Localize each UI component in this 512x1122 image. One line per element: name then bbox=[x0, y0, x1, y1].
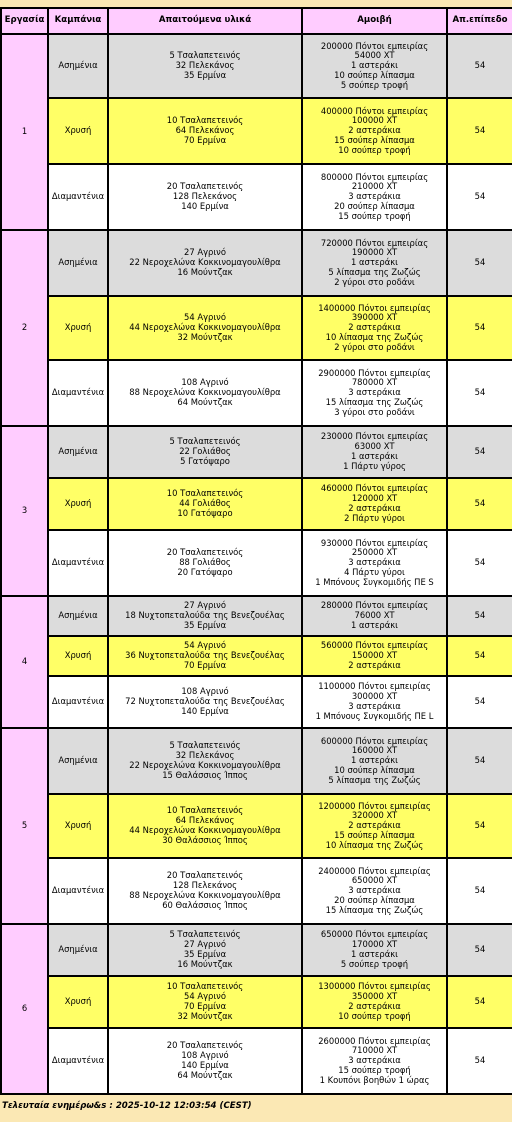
level-cell: 54 bbox=[447, 636, 512, 676]
reward-line: 2900000 Πόντοι εμπειρίας bbox=[318, 367, 431, 378]
material-line: 88 Νεροχελώνα Κοκκινομαγουλίθρα bbox=[129, 387, 281, 398]
material-line: 140 Ερμίνα bbox=[181, 1060, 229, 1070]
reward-line: 2 αστεράκια bbox=[348, 820, 401, 831]
materials-cell bbox=[108, 1028, 302, 1094]
reward-cell bbox=[302, 530, 447, 596]
campaign-cell: Διαμαντένια bbox=[48, 360, 108, 426]
reward-line: 210000 XT bbox=[351, 181, 398, 192]
material-line: 64 Πελεκάνος bbox=[175, 125, 235, 136]
reward-cell bbox=[302, 1028, 447, 1094]
material-line: 20 Τσαλαπετεινός bbox=[166, 547, 244, 558]
reward-line: 54000 XT bbox=[354, 50, 395, 61]
campaign-cell: Χρυσή bbox=[48, 296, 108, 360]
task-number: 5 bbox=[1, 728, 48, 924]
campaign-cell: Διαμαντένια bbox=[48, 1028, 108, 1094]
reward-line: 560000 Πόντοι εμπειρίας bbox=[320, 640, 429, 651]
level-cell: 54 bbox=[447, 858, 512, 924]
header-reward: Αμοιβή bbox=[302, 8, 447, 34]
material-line: 32 Πελεκάνος bbox=[175, 750, 235, 761]
materials-cell bbox=[108, 530, 302, 596]
table-row bbox=[1, 858, 512, 924]
campaign-cell: Ασημένια bbox=[48, 426, 108, 478]
reward-line: 320000 XT bbox=[351, 810, 398, 821]
materials-cell bbox=[108, 98, 302, 164]
material-line: 128 Πελεκάνος bbox=[172, 880, 238, 891]
material-line: 32 Μούντζακ bbox=[177, 1010, 233, 1021]
reward-line: 930000 Πόντοι εμπειρίας bbox=[320, 537, 429, 548]
material-line: 27 Αγρινό bbox=[184, 939, 226, 950]
table-row bbox=[1, 34, 512, 98]
reward-line: 10 λίπασμα της Ζωζώς bbox=[325, 331, 424, 342]
table-row bbox=[1, 98, 512, 164]
material-line: 140 Ερμίνα bbox=[181, 705, 229, 716]
reward-line: 1100000 Πόντοι εμπειρίας bbox=[318, 681, 431, 692]
table-row bbox=[1, 676, 512, 728]
reward-line: 300000 XT bbox=[351, 691, 398, 702]
materials-cell bbox=[108, 976, 302, 1028]
reward-line: 20 σούπερ λίπασμα bbox=[334, 200, 415, 211]
material-line: 35 Ερμίνα bbox=[183, 69, 227, 80]
material-line: 54 Αγρινό bbox=[184, 312, 226, 323]
reward-line: 2 γύροι στο ροδάνι bbox=[334, 276, 415, 287]
materials-cell bbox=[108, 794, 302, 858]
table-row bbox=[1, 426, 512, 478]
table-row bbox=[1, 924, 512, 976]
material-line: 54 Αγρινό bbox=[184, 991, 226, 1002]
reward-line: 2 αστεράκια bbox=[348, 322, 401, 333]
material-line: 70 Ερμίνα bbox=[183, 659, 227, 670]
material-line: 140 Ερμίνα bbox=[181, 200, 229, 211]
campaign-cell: Ασημένια bbox=[48, 728, 108, 794]
material-line: 22 Γολιάθος bbox=[179, 446, 231, 457]
reward-line: 15 σούπερ τροφή bbox=[338, 1064, 411, 1075]
reward-line: 780000 XT bbox=[351, 377, 398, 388]
campaign-cell: Διαμαντένια bbox=[48, 676, 108, 728]
reward-line: 20 σούπερ λίπασμα bbox=[334, 894, 415, 905]
reward-line: 10 σούπερ τροφή bbox=[338, 1010, 411, 1021]
reward-line: 400000 Πόντοι εμπειρίας bbox=[320, 105, 429, 116]
reward-cell bbox=[302, 34, 447, 98]
reward-line: 1 αστεράκι bbox=[351, 451, 398, 461]
reward-line: 4 Πάρτυ γύροι bbox=[344, 566, 405, 577]
reward-line: 2 γύροι στο ροδάνι bbox=[334, 341, 415, 352]
reward-line: 710000 XT bbox=[351, 1045, 398, 1056]
reward-line: 350000 XT bbox=[351, 991, 398, 1002]
material-line: 44 Νεροχελώνα Κοκκινομαγουλίθρα bbox=[129, 825, 281, 835]
material-line: 27 Αγρινό bbox=[184, 600, 226, 611]
materials-cell bbox=[108, 858, 302, 924]
task-number: 6 bbox=[1, 924, 48, 1094]
campaign-cell: Διαμαντένια bbox=[48, 530, 108, 596]
materials-cell bbox=[108, 164, 302, 230]
reward-line: 2 αστεράκια bbox=[348, 125, 401, 136]
reward-line: 15 λίπασμα της Ζωζώς bbox=[325, 904, 424, 915]
level-cell: 54 bbox=[447, 1028, 512, 1094]
reward-line: 800000 Πόντοι εμπειρίας bbox=[320, 171, 429, 182]
reward-cell bbox=[302, 794, 447, 858]
reward-line: 3 αστεράκια bbox=[348, 701, 401, 711]
level-cell: 54 bbox=[447, 976, 512, 1028]
reward-cell bbox=[302, 478, 447, 530]
reward-line: 3 αστεράκια bbox=[348, 1055, 401, 1066]
reward-line: 1 Πάρτυ γύρος bbox=[343, 460, 406, 471]
material-line: 70 Ερμίνα bbox=[183, 134, 227, 145]
reward-line: 10 λίπασμα της Ζωζώς bbox=[325, 839, 424, 850]
material-line: 30 Θαλάσσιος Ίππος bbox=[162, 834, 248, 845]
material-line: 22 Νεροχελώνα Κοκκινομαγουλίθρα bbox=[129, 257, 281, 268]
material-line: 128 Πελεκάνος bbox=[172, 191, 238, 202]
reward-line: 1400000 Πόντοι εμπειρίας bbox=[318, 302, 431, 313]
materials-cell bbox=[108, 596, 302, 636]
material-line: 35 Ερμίνα bbox=[183, 949, 227, 959]
reward-line: 2 Πάρτυ γύροι bbox=[344, 512, 405, 523]
reward-line: 3 αστεράκια bbox=[348, 885, 401, 896]
material-line: 10 Γατόψαρο bbox=[177, 507, 233, 518]
reward-line: 5 λίπασμα της Ζωζώς bbox=[328, 266, 421, 277]
level-cell: 54 bbox=[447, 426, 512, 478]
material-line: 88 Νεροχελώνα Κοκκινομαγουλίθρα bbox=[129, 890, 281, 900]
campaign-cell: Διαμαντένια bbox=[48, 858, 108, 924]
task-number: 4 bbox=[1, 596, 48, 728]
material-line: 20 Τσαλαπετεινός bbox=[166, 181, 244, 192]
reward-line: 1 αστεράκι bbox=[351, 257, 398, 268]
material-line: 44 Γολιάθος bbox=[179, 498, 231, 509]
task-number: 2 bbox=[1, 230, 48, 426]
table-row bbox=[1, 728, 512, 794]
header-row bbox=[1, 8, 512, 34]
reward-line: 1 αστεράκι bbox=[351, 755, 398, 766]
reward-line: 15 σούπερ λίπασμα bbox=[334, 829, 415, 840]
material-line: 5 Τσαλαπετεινός bbox=[169, 436, 241, 447]
reward-line: 160000 XT bbox=[351, 745, 398, 756]
reward-line: 15 σούπερ λίπασμα bbox=[334, 134, 415, 145]
materials-cell bbox=[108, 34, 302, 98]
reward-line: 1 αστεράκι bbox=[351, 60, 398, 71]
material-line: 36 Νυχτοπεταλούδα της Βενεζουέλας bbox=[125, 650, 285, 661]
reward-line: 170000 XT bbox=[351, 939, 398, 950]
materials-cell bbox=[108, 296, 302, 360]
material-line: 108 Αγρινό bbox=[181, 1050, 229, 1061]
reward-line: 2 αστεράκια bbox=[348, 1001, 401, 1011]
reward-line: 1200000 Πόντοι εμπειρίας bbox=[318, 800, 431, 811]
campaign-cell: Ασημένια bbox=[48, 230, 108, 296]
material-line: 20 Γατόψαρο bbox=[177, 566, 233, 577]
reward-cell bbox=[302, 596, 447, 636]
reward-line: 3 αστεράκια bbox=[348, 387, 401, 398]
reward-line: 650000 XT bbox=[351, 875, 398, 886]
material-line: 108 Αγρινό bbox=[181, 686, 229, 697]
material-line: 32 Πελεκάνος bbox=[175, 60, 235, 71]
reward-cell bbox=[302, 230, 447, 296]
task-number: 1 bbox=[1, 34, 48, 230]
level-cell: 54 bbox=[447, 676, 512, 728]
reward-line: 200000 Πόντοι εμπειρίας bbox=[320, 40, 429, 51]
reward-line: 1300000 Πόντοι εμπειρίας bbox=[318, 981, 431, 992]
table-row bbox=[1, 230, 512, 296]
reward-line: 650000 Πόντοι εμπειρίας bbox=[320, 929, 429, 940]
materials-cell bbox=[108, 728, 302, 794]
reward-line: 720000 Πόντοι εμπειρίας bbox=[320, 237, 429, 248]
material-line: 64 Μούντζακ bbox=[177, 396, 233, 407]
level-cell: 54 bbox=[447, 98, 512, 164]
level-cell: 54 bbox=[447, 360, 512, 426]
reward-line: 120000 XT bbox=[351, 493, 398, 504]
reward-cell bbox=[302, 164, 447, 230]
reward-line: 100000 XT bbox=[351, 115, 398, 126]
table-row bbox=[1, 164, 512, 230]
material-line: 72 Νυχτοπεταλούδα της Βενεζουέλας bbox=[125, 696, 285, 707]
materials-cell bbox=[108, 426, 302, 478]
reward-line: 230000 Πόντοι εμπειρίας bbox=[320, 431, 429, 442]
reward-line: 150000 XT bbox=[351, 650, 398, 661]
reward-cell bbox=[302, 924, 447, 976]
campaign-cell: Χρυσή bbox=[48, 794, 108, 858]
campaign-cell: Χρυσή bbox=[48, 636, 108, 676]
materials-cell bbox=[108, 636, 302, 676]
reward-line: 2 αστεράκια bbox=[348, 659, 401, 670]
reward-line: 390000 XT bbox=[351, 312, 398, 323]
reward-line: 1 Μπόνους Συγκομιδής ΠΕ S bbox=[315, 576, 434, 587]
material-line: 54 Αγρινό bbox=[184, 640, 226, 651]
level-cell: 54 bbox=[447, 530, 512, 596]
reward-line: 3 γύροι στο ροδάνι bbox=[334, 406, 415, 417]
reward-cell bbox=[302, 360, 447, 426]
material-line: 35 Ερμίνα bbox=[183, 619, 227, 630]
material-line: 15 Θαλάσσιος Ίππος bbox=[162, 769, 248, 780]
level-cell: 54 bbox=[447, 728, 512, 794]
reward-line: 10 σούπερ τροφή bbox=[338, 144, 411, 155]
table-row bbox=[1, 478, 512, 530]
campaign-cell: Διαμαντένια bbox=[48, 164, 108, 230]
table-row bbox=[1, 530, 512, 596]
material-line: 10 Τσαλαπετεινός bbox=[166, 488, 244, 499]
material-line: 20 Τσαλαπετεινός bbox=[166, 1040, 244, 1051]
material-line: 27 Αγρινό bbox=[184, 247, 226, 258]
materials-cell bbox=[108, 230, 302, 296]
table-row bbox=[1, 636, 512, 676]
reward-cell bbox=[302, 98, 447, 164]
level-cell: 54 bbox=[447, 794, 512, 858]
material-line: 10 Τσαλαπετεινός bbox=[166, 805, 244, 816]
material-line: 60 Θαλάσσιος Ίππος bbox=[162, 899, 248, 910]
table-row bbox=[1, 596, 512, 636]
reward-line: 190000 XT bbox=[351, 247, 398, 258]
table-row bbox=[1, 794, 512, 858]
material-line: 88 Γολιάθος bbox=[179, 557, 231, 568]
reward-line: 600000 Πόντοι εμπειρίας bbox=[320, 735, 429, 746]
material-line: 5 Γατόψαρο bbox=[180, 455, 230, 466]
table-body bbox=[1, 34, 512, 1094]
level-cell: 54 bbox=[447, 164, 512, 230]
level-cell: 54 bbox=[447, 478, 512, 530]
reward-line: 2400000 Πόντοι εμπειρίας bbox=[318, 865, 431, 876]
material-line: 32 Μούντζακ bbox=[177, 331, 233, 342]
material-line: 22 Νεροχελώνα Κοκκινομαγουλίθρα bbox=[129, 760, 281, 770]
materials-cell bbox=[108, 360, 302, 426]
reward-line: 250000 XT bbox=[351, 547, 398, 558]
tasks-table bbox=[0, 7, 512, 1095]
table-row bbox=[1, 1028, 512, 1094]
table-row bbox=[1, 296, 512, 360]
reward-line: 76000 XT bbox=[354, 610, 395, 621]
reward-cell bbox=[302, 976, 447, 1028]
table-row bbox=[1, 976, 512, 1028]
materials-cell bbox=[108, 924, 302, 976]
material-line: 16 Μούντζακ bbox=[177, 958, 233, 969]
material-line: 10 Τσαλαπετεινός bbox=[166, 115, 244, 126]
material-line: 18 Νυχτοπεταλούδα της Βενεζουέλας bbox=[125, 610, 285, 621]
level-cell: 54 bbox=[447, 230, 512, 296]
header-materials: Απαιτούμενα υλικά bbox=[108, 8, 302, 34]
reward-cell bbox=[302, 728, 447, 794]
reward-cell bbox=[302, 296, 447, 360]
reward-line: 15 λίπασμα της Ζωζώς bbox=[325, 396, 424, 407]
material-line: 44 Νεροχελώνα Κοκκινομαγουλίθρα bbox=[129, 322, 281, 333]
reward-line: 2 αστεράκια bbox=[348, 503, 401, 513]
header-level: Απ.επίπεδο bbox=[447, 8, 512, 34]
level-cell: 54 bbox=[447, 596, 512, 636]
reward-line: 1 Κουπόνι βοηθών 1 ώρας bbox=[319, 1074, 430, 1085]
reward-line: 5 σούπερ τροφή bbox=[340, 958, 409, 969]
reward-line: 1 αστεράκι bbox=[351, 619, 398, 630]
campaign-cell: Ασημένια bbox=[48, 924, 108, 976]
reward-line: 63000 XT bbox=[354, 441, 395, 452]
level-cell: 54 bbox=[447, 924, 512, 976]
materials-cell bbox=[108, 676, 302, 728]
level-cell: 54 bbox=[447, 34, 512, 98]
reward-line: 5 λίπασμα της Ζωζώς bbox=[328, 774, 421, 785]
reward-cell bbox=[302, 858, 447, 924]
reward-cell bbox=[302, 426, 447, 478]
campaign-cell: Χρυσή bbox=[48, 98, 108, 164]
campaign-cell: Χρυσή bbox=[48, 976, 108, 1028]
level-cell: 54 bbox=[447, 296, 512, 360]
campaign-cell: Χρυσή bbox=[48, 478, 108, 530]
material-line: 10 Τσαλαπετεινός bbox=[166, 981, 244, 992]
material-line: 20 Τσαλαπετεινός bbox=[166, 870, 244, 881]
campaign-cell: Ασημένια bbox=[48, 596, 108, 636]
material-line: 5 Τσαλαπετεινός bbox=[169, 50, 241, 61]
material-line: 16 Μούντζακ bbox=[177, 266, 233, 277]
material-line: 70 Ερμίνα bbox=[183, 1001, 227, 1011]
material-line: 108 Αγρινό bbox=[181, 377, 229, 388]
reward-line: 15 σούπερ τροφή bbox=[338, 210, 411, 221]
task-number: 3 bbox=[1, 426, 48, 596]
reward-line: 5 σούπερ τροφή bbox=[340, 79, 409, 90]
reward-cell bbox=[302, 636, 447, 676]
material-line: 5 Τσαλαπετεινός bbox=[169, 929, 241, 940]
reward-line: 460000 Πόντοι εμπειρίας bbox=[320, 483, 429, 494]
reward-cell bbox=[302, 676, 447, 728]
last-updated: Τελευταία ενημέρω&s : 2025-10-12 12:03:54 (CEST) bbox=[2, 1101, 252, 1111]
reward-line: 10 σούπερ λίπασμα bbox=[334, 69, 415, 80]
materials-cell bbox=[108, 478, 302, 530]
header-task: Εργασία bbox=[1, 8, 48, 34]
material-line: 64 Πελεκάνος bbox=[175, 815, 235, 826]
reward-line: 280000 Πόντοι εμπειρίας bbox=[320, 600, 429, 611]
reward-line: 3 αστεράκια bbox=[348, 191, 401, 202]
material-line: 64 Μούντζακ bbox=[177, 1069, 233, 1080]
material-line: 5 Τσαλαπετεινός bbox=[169, 740, 241, 751]
header-campaign: Καμπάνια bbox=[48, 8, 108, 34]
reward-line: 1 Μπόνους Συγκομιδής ΠΕ L bbox=[315, 710, 434, 721]
reward-line: 3 αστεράκια bbox=[348, 557, 401, 568]
reward-line: 1 αστεράκι bbox=[351, 949, 398, 959]
campaign-cell: Ασημένια bbox=[48, 34, 108, 98]
table-row bbox=[1, 360, 512, 426]
reward-line: 10 σούπερ λίπασμα bbox=[334, 764, 415, 775]
reward-line: 2600000 Πόντοι εμπειρίας bbox=[318, 1035, 431, 1046]
